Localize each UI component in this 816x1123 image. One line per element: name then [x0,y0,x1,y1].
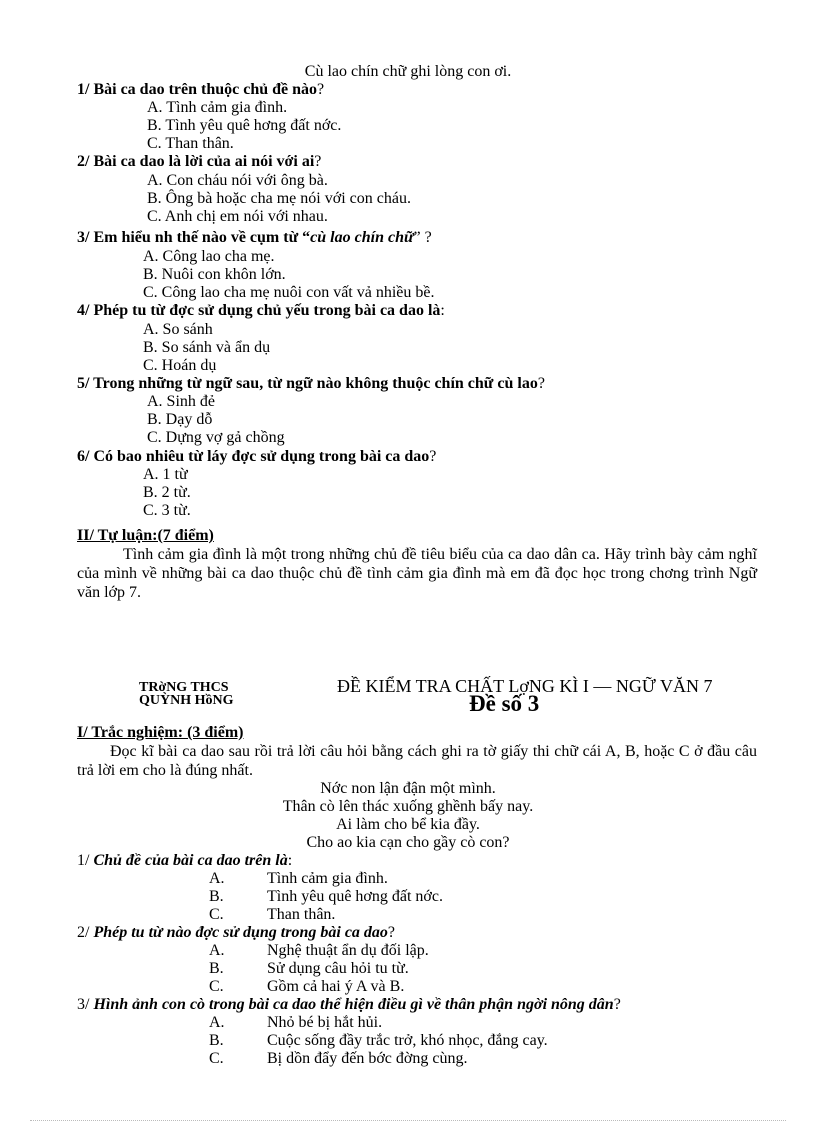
exam-number: Đề số 3 [469,691,540,716]
q5-option-c: C. Dựng vợ gả chồng [147,429,285,446]
q1-option-c: C. Than thân. [147,135,234,152]
poem-line-1: Nớc non lận đận một mình. [320,780,496,797]
s3-question-2: 2/ Phép tu từ nào đợc sử dụng trong bài ca dao? [77,924,396,941]
q2-option-b: B. Ông bà hoặc cha mẹ nói với con cháu. [147,190,411,207]
q4-option-b: B. So sánh và ẩn dụ [143,339,271,356]
q6-option-a: A. 1 từ [143,466,188,483]
question-5: 5/ Trong những từ ngữ sau, từ ngữ nào không thuộc chín chữ cù lao? [77,375,545,392]
s3-q3-option-c: C. Bị dồn đẩy đến bớc đờng cùng. [209,1050,468,1067]
question-6: 6/ Có bao nhiêu từ láy đợc sử dụng trong bài ca dao? [77,448,437,465]
top-verse-line: Cù lao chín chữ ghi lòng con ơi. [304,63,512,80]
q6-option-b: B. 2 từ. [143,484,191,501]
s3-q3-option-a: A. Nhỏ bé bị hắt hủi. [209,1014,383,1031]
school-name-line2: QUỲNH HồNG [139,693,234,708]
question-2: 2/ Bài ca dao là lời của ai nói với ai? [77,153,322,170]
s3-q1-option-c: C. Than thân. [209,906,336,923]
q2-option-a: A. Con cháu nói với ông bà. [147,172,328,189]
q3-option-a: A. Công lao cha mẹ. [143,248,275,265]
school-name-line1: TRờNG THCS [139,680,229,695]
instruction-paragraph: Đọc kĩ bài ca dao sau rồi trả lời câu hỏi bằng cách ghi ra tờ giấy thi chữ cái A, B, hoặc C ở đầu câu trả lời em cho là đúng nhất. [77,743,757,779]
s3-q2-option-c: C. Gồm cả hai ý A và B. [209,978,405,995]
s3-q3-option-b: B. Cuộc sống đầy trắc trở, khó nhọc, đắng cay. [209,1032,548,1049]
q2-option-c: C. Anh chị em nói với nhau. [147,208,328,225]
poem-line-3: Ai làm cho bể kia đầy. [336,816,480,833]
s3-q1-option-b: B. Tình yêu quê hơng đất nớc. [209,888,443,905]
s3-question-1: 1/ Chủ đề của bài ca dao trên là: [77,852,293,869]
q5-option-b: B. Dạy dỗ [147,411,213,428]
section-heading: I/ Trắc nghiệm: (3 điểm) [77,724,244,741]
q4-option-c: C. Hoán dụ [143,357,217,374]
s3-q2-option-b: B. Sử dụng câu hỏi tu từ. [209,960,409,977]
q3-option-b: B. Nuôi con khôn lớn. [143,266,286,283]
question-3: 3/ Em hiểu nh thế nào về cụm từ “cù lao chín chữ” ? [77,229,432,246]
part2-heading: II/ Tự luận:(7 điểm) [77,527,214,544]
q5-option-a: A. Sinh đẻ [147,393,215,410]
q1-option-b: B. Tình yêu quê hơng đất nớc. [147,117,342,134]
question-4: 4/ Phép tu từ đợc sử dụng chủ yếu trong bài ca dao là: [77,302,445,319]
question-1: 1/ Bài ca dao trên thuộc chủ đề nào? [77,81,325,98]
s3-q2-option-a: A. Nghệ thuật ẩn dụ đối lập. [209,942,429,959]
part2-paragraph: Tình cảm gia đình là một trong những chủ đề tiêu biểu của ca dao dân ca. Hãy trình bày cảm nghĩ của mình về những bài ca dao thuộc chủ đề tình cảm gia đình mà em đã đọc học trong chơng trình Ngữ văn lớp 7. [77,546,757,601]
q1-option-a: A. Tình cảm gia đình. [147,99,288,116]
q4-option-a: A. So sánh [143,321,213,338]
page-bottom-divider [30,1120,786,1121]
poem-line-4: Cho ao kia cạn cho gầy cò con? [306,834,510,851]
q6-option-c: C. 3 từ. [143,502,191,519]
s3-q1-option-a: A. Tình cảm gia đình. [209,870,388,887]
s3-question-3: 3/ Hình ảnh con cò trong bài ca dao thể hiện điều gì về thân phận ngời nông dân? [77,996,621,1013]
poem-line-2: Thân cò lên thác xuống ghềnh bấy nay. [282,798,534,815]
exam-title: ĐỀ KIỂM TRA CHẤT LợNG KÌ I — NGỮ VĂN 7 [337,676,713,696]
q3-option-c: C. Công lao cha mẹ nuôi con vất vả nhiều bề. [143,284,435,301]
